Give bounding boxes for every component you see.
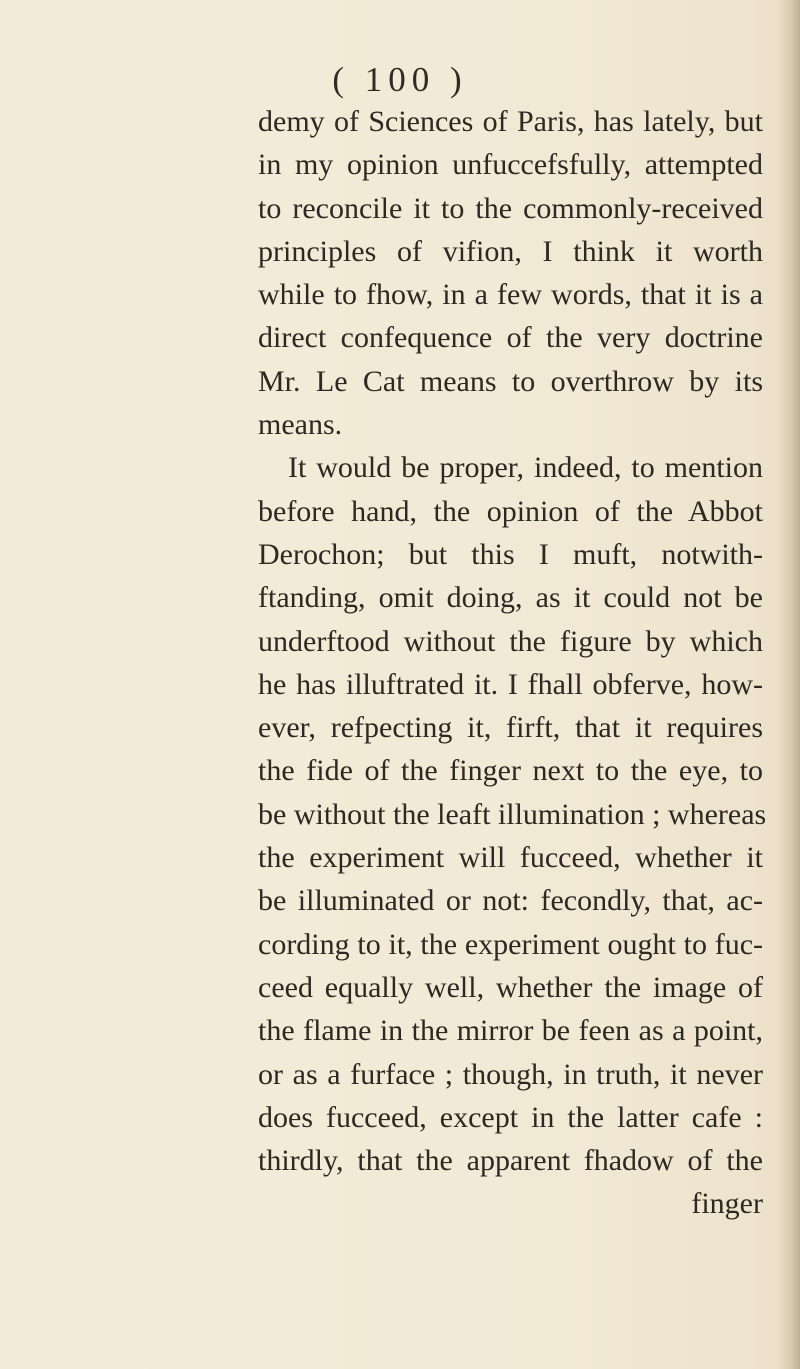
text-line-4: principles of vifion, I think it worth (258, 234, 763, 268)
text-line-13: underftood without the figure by which (258, 624, 763, 658)
text-line-18: the experiment will fucceed, whether it (258, 841, 763, 875)
text-line-21: ceed equally well, whether the image of (258, 970, 763, 1004)
text-line-12: ftanding, omit doing, as it could not be (258, 581, 763, 615)
text-line-19: be illuminated or not: fecondly, that, ac- (258, 884, 763, 918)
text-line-3: to reconcile it to the commonly-received (258, 191, 763, 225)
text-line-17: be without the leaft illumination ; whereas (258, 797, 767, 831)
text-line-20: cording to it, the experiment ought to fuc- (258, 927, 763, 961)
text-line-16: the fide of the finger next to the eye, to (258, 754, 763, 788)
text-line-14: he has illuftrated it. I fhall obferve, how- (258, 667, 763, 701)
body-text (258, 100, 767, 1226)
text-line-2: in my opinion unfuccefsfully, attempted (258, 148, 763, 182)
text-line-7: Mr. Le Cat means to overthrow by its (258, 364, 763, 398)
text-line-23: or as a furface ; though, in truth, it never (258, 1057, 763, 1091)
text-line-15: ever, refpecting it, firft, that it requires (258, 711, 763, 745)
text-line-11: Derochon; but this I muft, notwith- (258, 537, 763, 571)
text-line-9: It would be proper, indeed, to mention (288, 451, 763, 485)
text-line-24: does fucceed, except in the latter cafe : (258, 1100, 763, 1134)
text-line-5: while to fhow, in a few words, that it is a (258, 278, 763, 312)
text-line-10: before hand, the opinion of the Abbot (258, 494, 763, 528)
page-number-header: ( 100 ) (332, 60, 468, 99)
text-line-1: demy of Sciences of Paris, has lately, but (258, 105, 763, 138)
catchword: finger (691, 1187, 763, 1221)
text-line-6: direct confequence of the very doctrine (258, 321, 763, 355)
page-edge-shadow (778, 0, 800, 1369)
text-line-25: thirdly, that the apparent fhadow of the (258, 1144, 763, 1178)
text-line-22: the flame in the mirror be feen as a point, (258, 1014, 763, 1048)
text-line-8: means. (258, 408, 343, 442)
